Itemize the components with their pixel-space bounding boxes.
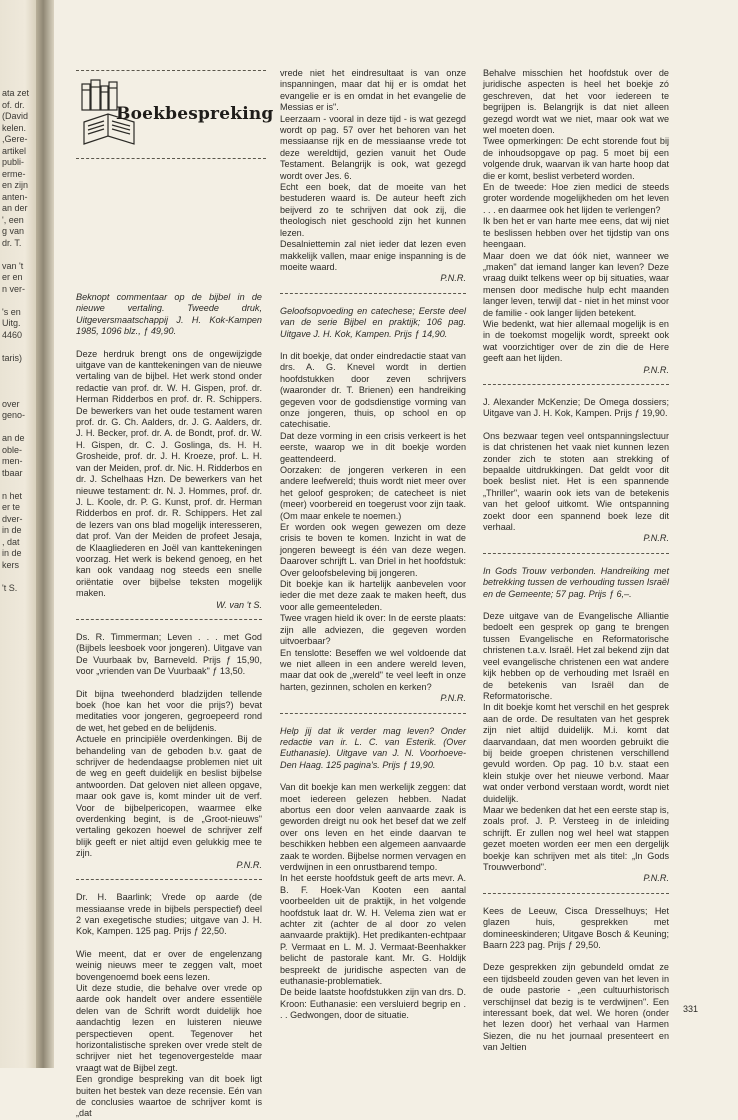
review-5-body: Ik ben het er van harte mee eens, dat wij niet te beslissen hebben over het tijdstip van ons heengaan. xyxy=(483,216,669,250)
review-5-body: En de tweede: Hoe zien medici de steeds groter wordende mogelijkheden om het leven . . . en daarmee ook het lijden te verlengen? xyxy=(483,182,669,215)
book-gutter xyxy=(36,0,54,1068)
divider xyxy=(483,553,669,554)
divider xyxy=(280,293,466,294)
review-3-heading: Dr. H. Baarlink; Vrede op aarde (de messiaanse vrede in bijbels perspectief) deel 2 van exegetische studies; uitgave van J. H. Kok, Kampen. 125 pag. Prijs ƒ 22,50. xyxy=(76,892,262,937)
section-header xyxy=(76,70,274,160)
previous-page-text: ata zet of. dr. (David kelen. ,Gere- artikel publi- erme- en zijn anten- an der ', een g van dr. T. van 't er en n ver- 's en Uitg. 4460 taris) over geno- an de oble- men- tbaar n het er te dver- in de , dat in de kers 't S. xyxy=(2,88,30,593)
review-3-body: Wie meent, dat er over de engelenzang weinig nieuws meer te zeggen valt, moet bovengenoemd boek eens lezen. xyxy=(76,948,262,982)
review-5-body: Behalve misschien het hoofdstuk over de juridische aspecten is heel het boekje zó geschreven, dat het voor iedereen te begrijpen is. Belangrijk is dat niet alleen gezegd wordt wat we niet, maar ook wat we wel moeten doen. xyxy=(483,68,669,136)
review-5-body: Twee opmerkingen: De echt storende fout bij de inhoudsopgave op pag. 5 moet bij een volgende druk, waarvan ik van harte hoop dat die er komt, beslist verbeterd worden. xyxy=(483,136,669,181)
divider xyxy=(483,384,669,385)
review-3-body: Leerzaam - vooral in deze tijd - is wat gezegd wordt op pag. 57 over het behoren van het messiaanse rijk en de messiaanse vrede tot deze wereldtijd, gezien vanuit het Oude Testament. Belangrijk is ook, wat gezegd wordt over Jes. 6. xyxy=(280,113,466,181)
review-7-body: In dit boekje komt het verschil en het gesprek aan de orde. De resultaten van het gesprek zijn niet altijd duidelijk. M.i. komt dat daarvandaan, dat men woorden gebruikt die bij beide groepen christenen verschillend gevuld worden. Op pag. 10 b.v. staat een klein stukje over het nieuwe verbond. Maar wat onder verbond verstaan wordt, wordt niet duidelijk. xyxy=(483,702,669,804)
divider xyxy=(280,713,466,714)
review-5-signature: P.N.R. xyxy=(643,364,669,375)
review-7-signature: P.N.R. xyxy=(643,873,669,884)
review-7-heading: In Gods Trouw verbonden. Handreiking met betrekking tussen de verhouding tussen Israël en de Gemeente; 57 pag. Prijs ƒ 6,–. xyxy=(483,565,669,599)
review-2-signature: P.N.R. xyxy=(236,859,262,870)
review-7-body: Maar we bedenken dat het een eerste stap is, zoals prof. J. P. Versteeg in de inleiding schrijft. Er zullen nog wel heel wat stappen gezet moeten worden eer men een dergelijk boekje kan schrijven met als titel: „In Gods Trouwverbond". xyxy=(483,804,669,872)
review-8-body: Deze gesprekken zijn gebundeld omdat ze een tijdsbeeld zouden geven van het leven in de oude pastorie - „een cultuurhistorisch verschijnsel dat bezig is te verdwijnen". Een interessant boek, dat wel. We horen (onder het lezen door) het verhaal van Harmen Siezen, die nu het journaal presenteert en van Jeltien xyxy=(483,962,669,1053)
review-6-heading: J. Alexander McKenzie; De Omega dossiers; Uitgave van J. H. Kok, Kampen. Prijs ƒ 19,90. xyxy=(483,396,669,419)
review-2-body: Dit bijna tweehonderd bladzijden tellende boek (hoe kan het voor die prijs?) bevat meditaties voor jongeren, gegroepeerd rond de wet, het gebed en de belijdenis. xyxy=(76,688,262,733)
review-4-body: Dit boekje kan ik hartelijk aanbevelen voor ieder die met deze zaak te maken heeft, dus voor alle gemeenteleden. xyxy=(280,579,466,612)
review-4-body: Er worden ook wegen gewezen om deze crisis te boven te komen. Inzicht in wat de jongeren beweegt is één van deze wegen. Daarover schrijft L. van Driel in het hoofdstuk: Over geloofsbeleving bij jongeren. xyxy=(280,522,466,578)
header-rule-bottom xyxy=(76,158,266,159)
review-5-body: Maar doen we dat óók niet, wanneer we „maken" dat iemand langer kan leven? Deze vraag duikt telkens weer op bij situaties, waar mensen door medische hulp echt maanden langer leven, terwijl dat - niet in het minst voor de familie - ook langer lijden betekent. xyxy=(483,250,669,318)
review-4-body: Oorzaken: de jongeren verkeren in een andere leefwereld; thuis wordt niet meer over het geloof gesproken; de catecheet is niet (meer) voorbereid en toegerust voor zijn taak. (Om maar enkele te noemen.) xyxy=(280,465,466,521)
header-rule-top xyxy=(76,70,266,71)
divider xyxy=(483,893,669,894)
review-3-body: Desalniettemin zal niet ieder dat lezen even makkelijk vallen, maar enige inspanning is de moeite waard. xyxy=(280,239,466,272)
review-3-body: Echt een boek, dat de moeite van het bestuderen waard is. De auteur heeft zich beijverd zo te schrijven dat ook zij, die theologisch niet geschoold zijn het kunnen lezen. xyxy=(280,182,466,238)
divider xyxy=(76,879,262,880)
review-1-signature: W. van 't S. xyxy=(216,599,262,610)
review-5-body: Wie bedenkt, wat hier allemaal mogelijk is en in de toekomst mogelijk wordt, spreekt ook wat voorzichtiger over de zin die de Here geeft aan het lijden. xyxy=(483,318,669,364)
review-8-heading: Kees de Leeuw, Cisca Dresselhuys; Het glazen huis, gesprekken met domineeskinderen; Uitgave Bosch & Keuning; Baarn 223 pag. Prijs ƒ 29,50. xyxy=(483,905,669,951)
column-3 xyxy=(483,68,669,1054)
review-3-signature: P.N.R. xyxy=(440,273,466,284)
review-4-body: Twee vragen hield ik over: In de eerste plaats: zijn alle adviezen, die gegeven worden uitvoerbaar? xyxy=(280,613,466,647)
review-4-body: En tenslotte: Beseffen we wel voldoende dat we niet alleen in een andere wereld leven, maar dat ook de „wereld" te veel leeft in onze harten, gezinnen, scholen en kerken? xyxy=(280,647,466,692)
review-2-heading: Ds. R. Timmerman; Leven . . . met God (Bijbels leesboek voor jongeren). Uitgave van De Vuurbaak bv, Barneveld. Prijs ƒ 15,90, voor „vrienden van De Vuurbaak" ƒ 13,50. xyxy=(76,631,262,677)
review-6-signature: P.N.R. xyxy=(643,533,669,544)
review-7-body: Deze uitgave van de Evangelische Alliantie bedoelt een gesprek op gang te brengen tussen Evangelische en Reformatorische christenen t.a.v. Israël. Het zal bekend zijn dat veel evangelische christenen een wat andere kijk hebben op de verhouding met Israël en de betekenis van Israël dan de Reformatorische. xyxy=(483,611,669,701)
review-3-body: Een grondige bespreking van dit boek ligt buiten het bestek van deze recensie. Eén van de conclusies waartoe de schrijver komt is „dat xyxy=(76,1074,262,1119)
review-1-heading: Beknopt commentaar op de bijbel in de nieuwe vertaling. Tweede druk, Uitgeversmaatschappij J. H. Kok-Kampen 1985, 1096 blz., ƒ 49,90. xyxy=(76,292,262,337)
review-1-body: Deze herdruk brengt ons de ongewijzigde uitgave van de kanttekeningen van de nieuwe vertaling van de bijbel. Het werk stond onder redactie van prof. dr. W. H. Gispen, prof. dr. Herman Ridderbos en prof. dr. R. Schippers. De bewerkers van het oude testament waren prof. dr. G. Ch. Aalders, dr. J. G. Aalders, dr. J. H. Becker, prof. dr. A. de Bondt, prof. dr. W. H. Gispen, dr. C. J. Goslinga, ds. H. H. Grosheide, prof. dr. J. H. Kroeze, prof. L. H. van der Meiden, prof. dr. Nic. H. Ridderbos en dr. J. Schelhaas Hzn. De bewerkers van het nieuwe testament: dr. N. J. Hommes, prof. dr. J. L. Koole, dr. P. G. Kunst, prof. dr. Herman Ridderbos en prof. dr. R. Schippers. Het zal de lezers van ons blad mogelijk interesseren, dat prof. Van der Meiden de profeet Jesaja, de Klaagliederen en Joël van kanttekeningen voorzag. Het werk is bekend genoeg, en het kan ook vandaag nog steeds een snelle oriëntatie over bijbelse teksten mogelijk maken. xyxy=(76,348,262,599)
review-6-body: Ons bezwaar tegen veel ontspanningslectuur is dat christenen het vaak niet kunnen lezen zonder zich te stoten aan strekking of bepaalde uitdrukkingen. Dat geldt voor dit boek beslist niet. Het is een spannende „Thriller", waarin ook iets van de betekenis van het geloof uitkomt. Wie ontspanning zoekt door een spannend boek leze dit verhaal. xyxy=(483,430,669,533)
page-number: 331 xyxy=(682,1004,698,1014)
review-5-body: De beide laatste hoofdstukken zijn van drs. D. Kroon: Euthanasie: een versluierd begrip en . . . Gedwongen, door de situatie. xyxy=(280,987,466,1021)
divider xyxy=(76,619,262,620)
review-2-body: Actuele en principiële overdenkingen. Bij de behandeling van de geboden b.v. gaat de schrijver de hedendaagse problemen niet uit de weg en geeft duidelijk en beslist bijbelse antwoorden. Dat geloven niet alleen opgave, maar ook gave is, komt minder uit de verf. Voor de bijbelpericopen, waarmee elke overdenking begint, is de „Groot-nieuws" vertaling gekozen hoewel de schrijver zelf blijk geeft er niet altijd even gelukkig mee te zijn. xyxy=(76,734,262,859)
review-5-body: In het eerste hoofdstuk geeft de arts mevr. A. B. F. Hoek-Van Kooten een aantal voorbeelden uit de praktijk, in het volgende hoofdstuk laat dr. W. H. Velema zien wat er achter zit (achter de al door zo velen aanvaarde praktijk). Het predikanten-echtpaar P. Vermaat en L. M. J. Vermaat-Beenhakker belicht de pastorale kant. Mr. G. Holdijk bespreekt de juridische aspecten van de euthanasie-problematiek. xyxy=(280,873,466,987)
review-5-body: Van dit boekje kan men werkelijk zeggen: dat moet iedereen gelezen hebben. Nadat abortus een door velen aanvaarde zaak is geworden dreigt nu ook het besef dat we zelf over ons leven en het einde daarvan te beschikken hebben een algemeen aanvaarde zaak te worden. Bijbelse normen vervagen en verdwijnen in een onrustbarend tempo. xyxy=(280,782,466,872)
review-5-heading: Help jij dat ik verder mag leven? Onder redactie van ir. L. C. van Esterik. (Over Euthanasie). Uitgave van J. N. Voorhoeve-Den Haag. 125 pagina's. Prijs ƒ 19,90. xyxy=(280,725,466,770)
column-2 xyxy=(280,68,466,1022)
review-3-body: Uit deze studie, die behalve over vrede op aarde ook handelt over andere essentiële delen van de Schrift wordt duidelijk hoe aandachtig lezen en luisteren nieuwe perspectieven opent. Tegenover het horizontalistische spreken over vrede stelt de schrijver niet het tegenovergestelde maar vraagt wat de Bijbel zegt. xyxy=(76,982,262,1073)
page-title: Boekbespreking xyxy=(116,104,274,124)
review-4-signature: P.N.R. xyxy=(440,693,466,704)
review-4-heading: Geloofsopvoeding en catechese; Eerste deel van de serie Bijbel en praktijk; 106 pag. Uitgave J. H. Kok, Kampen. Prijs ƒ 14,90. xyxy=(280,305,466,339)
review-4-body: Dat deze vorming in een crisis verkeert is het eerste, waarop we in dit boekje worden geattendeerd. xyxy=(280,430,466,464)
review-4-body: In dit boekje, dat onder eindredactie staat van drs. A. G. Knevel wordt in dertien hoofdstukken door zeven schrijvers (waaronder dr. T. Brienen) een handreiking gegeven voor de godsdienstige vorming van onze jongeren, thuis, op school en op catechisatie. xyxy=(280,350,466,430)
column-1 xyxy=(76,270,262,1120)
previous-page-fragment xyxy=(0,0,36,1068)
review-3-body: vrede niet het eindresultaat is van onze inspanningen, maar dat hij er is omdat het evangelie er is en omdat in het evangelie de Messias er is". xyxy=(280,68,466,113)
